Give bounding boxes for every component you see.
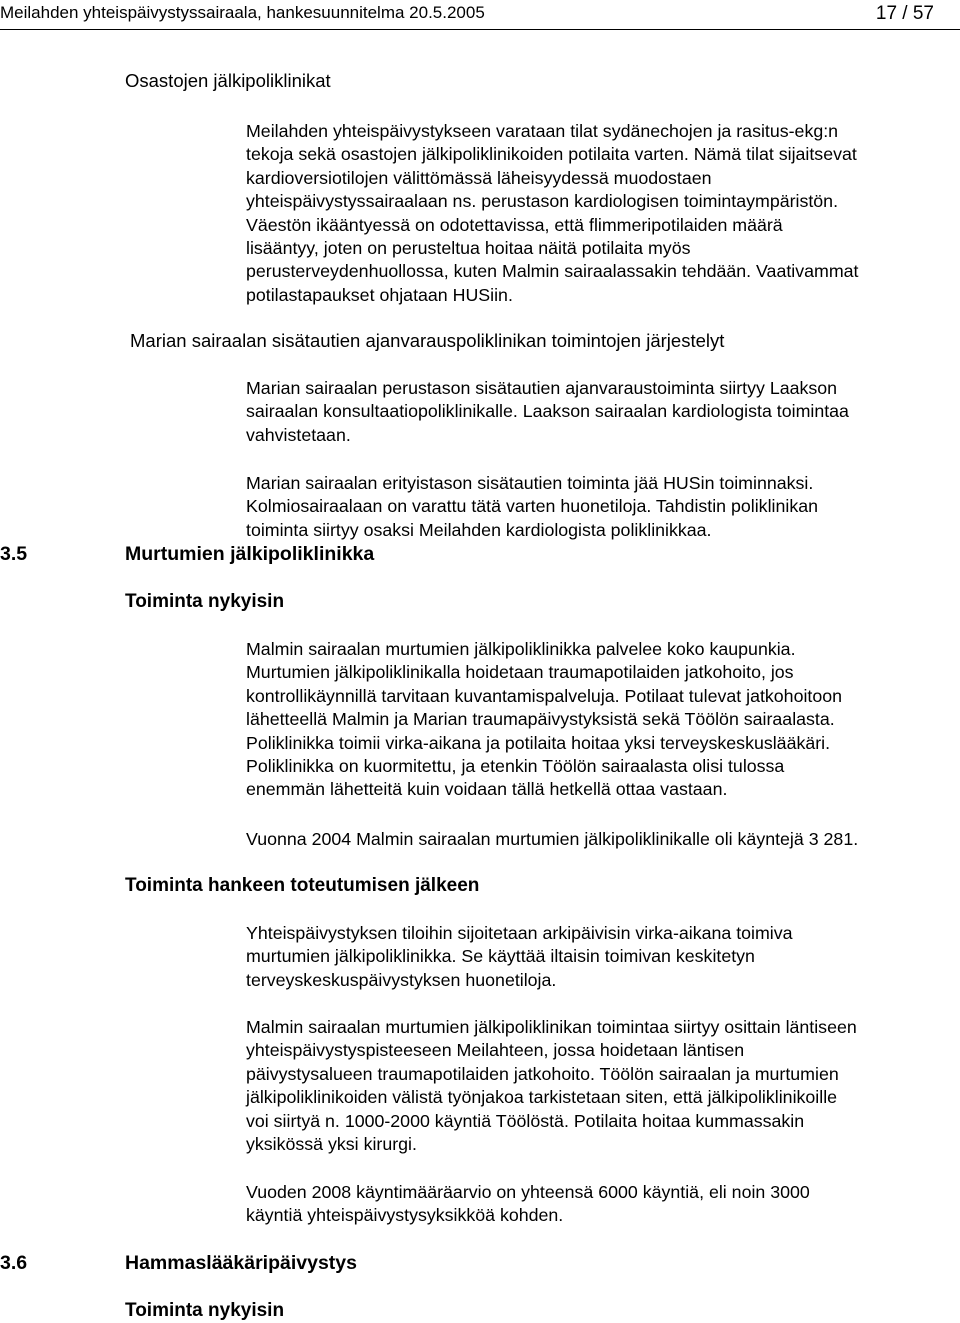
subheading-toiminta-nykyisin: Toiminta nykyisin	[125, 591, 285, 612]
section-heading-3-6	[0, 1252, 357, 1275]
page-header	[0, 0, 960, 30]
paragraph-osastojen: Meilahden yhteispäivystykseen varataan tilat sydänechojen ja rasitus-ekg:n tekoja sekä osastojen jälkipoliklinikoiden potilaita varten. Nämä tilat sijaitsevat kardioversiotilojen välittömässä läheisyydessä muodostaen yhteispäivystyssairaalaan ns. perustason kardiologisen toimintaympäristön. Väestön ikääntyessä on odotettavissa, että flimmeripotilaiden määrä lisääntyy, joten on perusteltua hoitaa näitä potilaita myös perusterveydenhuollossa, kuten Malmin sairaalassakin tehdään. Vaativammat potilastapaukset ohjataan HUSiin.	[246, 121, 859, 305]
paragraph-murtumien-current-2: Vuonna 2004 Malmin sairaalan murtumien jälkipoliklinikalle oli käyntejä 3 281.	[246, 829, 859, 849]
section-heading-osastojen: Osastojen jälkipoliklinikat	[125, 70, 331, 91]
paragraph-murtumien-after-1: Yhteispäivystyksen tiloihin sijoitetaan arkipäivisin virka-aikana toimiva murtumien jälkipoliklinikka. Se käyttää iltaisin toimivan keskitetyn terveyskeskuspäivystyksen huonetiloja.	[246, 923, 793, 990]
section-title: Murtumien jälkipoliklinikka	[125, 543, 375, 565]
paragraph-marian-2: Marian sairaalan erityistason sisätautien toiminta jää HUSin toiminnaksi. Kolmiosairaalaan on varattu tätä varten huonetiloja. Tahdistin poliklinikan toiminta siirtyy osaksi Meilahden kardiologista poliklinikkaa.	[246, 473, 818, 540]
paragraph-murtumien-after-3: Vuoden 2008 käyntimääräarvio on yhteensä 6000 käyntiä, eli noin 3000 käyntiä yhteispäivystysyksikköä kohden.	[246, 1182, 810, 1226]
section-title: Hammaslääkäripäivystys	[125, 1252, 357, 1274]
section-number: 3.6	[0, 1252, 28, 1274]
subheading-toiminta-jalkeen: Toiminta hankeen toteutumisen jälkeen	[125, 875, 480, 896]
paragraph-marian-1: Marian sairaalan perustason sisätautien ajanvaraustoiminta siirtyy Laakson sairaalan konsultaatiopoliklinikalle. Laakson sairaalan kardiologista toimintaa vahvistetaan.	[246, 378, 849, 445]
document-title: Meilahden yhteispäivystyssairaala, hankesuunnitelma 20.5.2005	[0, 3, 485, 22]
section-number: 3.5	[0, 543, 28, 565]
paragraph-murtumien-after-2: Malmin sairaalan murtumien jälkipoliklinikan toimintaa siirtyy osittain läntiseen yhteispäivystyspisteeseen Meilahteen, jossa hoidetaan läntisen päivystysalueen traumapotilaiden jatkohoito. Töölön sairaalan ja murtumien jälkipoliklinikoiden välistä työnjakoa tarkistetaan siten, että jälkipoliklinikoille voi siirtyä n. 1000-2000 käyntiä Töölöstä. Potilaita hoitaa kummassakin yksikössä yksi kirurgi.	[246, 1017, 857, 1155]
page-number: 17 / 57	[875, 3, 934, 24]
subheading-hammas-nykyisin: Toiminta nykyisin	[125, 1300, 285, 1321]
paragraph-murtumien-current-1: Malmin sairaalan murtumien jälkipoliklinikka palvelee koko kaupunkia. Murtumien jälkipoliklinikalla hoidetaan traumapotilaiden jatkohoito, jos kontrollikäynnillä tarvitaan kuvantamispalveluja. Potilaat tulevat jatkohoitoon lähetteellä Malmin ja Marian traumapäivystyksistä sekä Töölön sairaalasta. Poliklinikka toimii virka-aikana ja potilaita hoitaa yksi terveyskeskuslääkäri. Poliklinikka on kuormitettu, ja etenkin Töölön sairaalasta olisi tulossa enemmän lähetteitä kuin voidaan tällä hetkellä ottaa vastaan.	[246, 639, 843, 800]
section-heading-marian: Marian sairaalan sisätautien ajanvarauspoliklinikan toimintojen järjestelyt	[130, 330, 725, 351]
section-heading-3-5	[0, 543, 374, 566]
